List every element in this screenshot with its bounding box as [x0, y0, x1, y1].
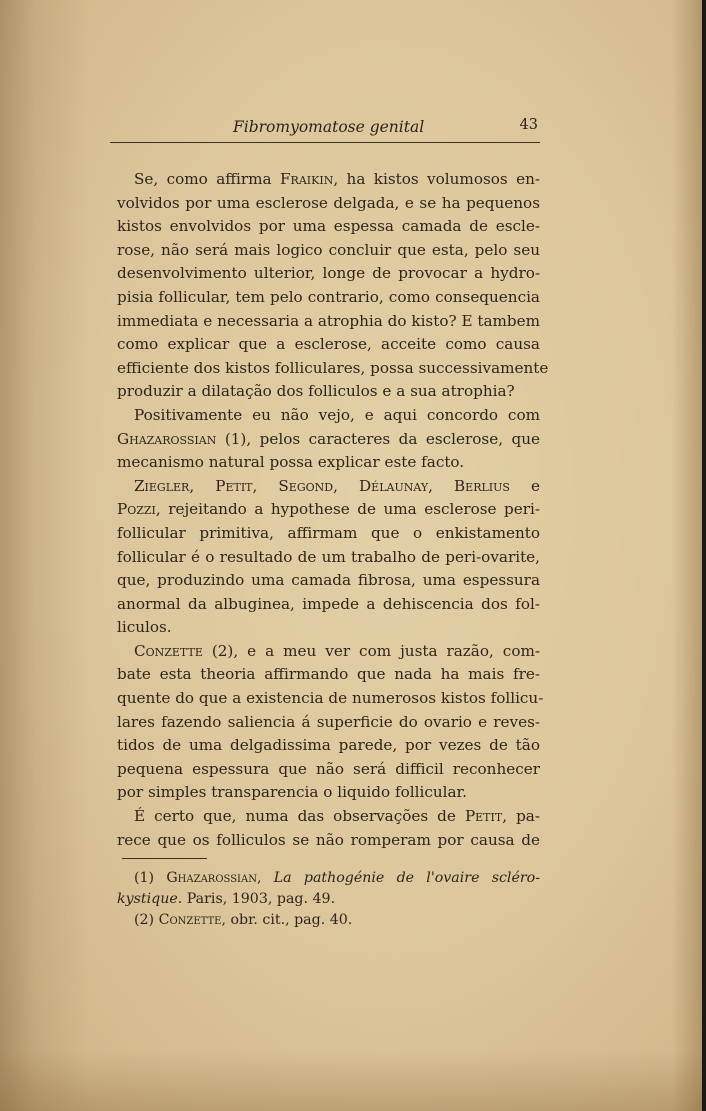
text-run: bate esta theoria affirmando que nada ha mais fre-: [117, 665, 540, 684]
text-run: anormal da albuginea, impede a dehiscencia dos fol-: [117, 594, 540, 613]
page-number: 43: [519, 117, 538, 133]
text-run: (2): [134, 912, 159, 928]
text-line: [117, 215, 540, 239]
footnote-line: [117, 910, 540, 931]
text-run: lares fazendo saliencia á superficie do ovario e reves-: [117, 712, 540, 731]
text-run: immediata e necessaria a atrophia do kisto? E tambem: [117, 311, 541, 330]
text-line: [117, 428, 540, 452]
text-line: [117, 616, 540, 640]
text-run: follicular primitiva, affirmam que o enkistamento: [117, 523, 540, 542]
text-run: e: [509, 476, 540, 495]
text-line: [117, 310, 540, 334]
text-line: [117, 404, 540, 428]
text-line: [117, 522, 540, 546]
text-run: ,: [252, 476, 279, 495]
text-run: . Paris, 1903, pag. 49.: [177, 891, 336, 907]
footnote-line: [117, 889, 540, 910]
author-name: Petit: [464, 807, 503, 826]
author-name: Ziegler: [134, 476, 190, 495]
text-run: , pa-: [502, 807, 540, 826]
page-edge-shadow: [672, 0, 702, 1111]
text-run: volvidos por uma esclerose delgada, e se ha pequenos: [117, 193, 540, 212]
text-run: que, produzindo uma camada fibrosa, uma espessura: [117, 571, 540, 590]
page-gutter-shadow: [0, 0, 90, 1111]
text-run: produzir a dilatação dos folliculos e a sua atrophia?: [117, 382, 515, 401]
running-title: Fibromyomatose genital: [233, 118, 425, 136]
text-line: [117, 593, 540, 617]
page-bottom-shadow: [0, 1051, 702, 1111]
text-line: [117, 239, 540, 263]
footnote-line: [117, 868, 540, 889]
text-run: ,: [256, 870, 274, 886]
text-run: por simples transparencia o liquido follicular.: [117, 783, 467, 802]
italic-title: kystique: [117, 891, 178, 907]
text-run: pisia follicular, tem pelo contrario, como consequencia: [117, 287, 540, 306]
text-run: ,: [333, 476, 359, 495]
footnotes: [117, 868, 540, 931]
text-run: , rejeitando a hypothese de uma esclerose peri-: [155, 500, 540, 519]
text-run: Se, como affirma: [134, 170, 281, 188]
text-line: [117, 498, 540, 522]
text-run: pequena espessura que não será difficil reconhecer: [117, 759, 540, 778]
text-line: [117, 663, 540, 687]
author-name: Segond: [278, 476, 334, 495]
text-line: [117, 546, 540, 570]
text-run: É certo que, numa das observações de: [134, 807, 465, 826]
author-name: Ghazarossian: [166, 870, 257, 886]
text-run: rece que os folliculos se não romperam por causa de: [117, 830, 540, 849]
text-line: [117, 262, 540, 286]
text-line: [117, 640, 540, 664]
text-run: desenvolvimento ulterior, longe de provocar a hydro-: [117, 264, 540, 283]
text-run: liculos.: [117, 618, 172, 637]
text-run: (1): [134, 870, 167, 886]
text-line: [117, 333, 540, 357]
text-run: follicular é o resultado de um trabalho de peri-ovarite,: [117, 547, 540, 566]
text-run: tidos de uma delgadissima parede, por vezes de tão: [117, 736, 540, 755]
text-line: [117, 451, 540, 475]
text-run: , ha kistos volumosos en-: [333, 170, 540, 188]
author-name: Petit: [215, 476, 253, 495]
author-name: Berlius: [454, 476, 510, 495]
author-name: Pozzi: [117, 500, 156, 519]
author-name: Ghazarossian: [117, 429, 217, 448]
text-run: ,: [428, 476, 454, 495]
text-run: (1), pelos caracteres da esclerose, que: [216, 429, 540, 448]
text-line: [117, 805, 540, 829]
text-line: [117, 734, 540, 758]
text-line: [117, 192, 540, 216]
text-line: [117, 687, 544, 711]
text-run: , obr. cit., pag. 40.: [221, 912, 353, 928]
text-line: [117, 758, 540, 782]
running-header: [110, 112, 540, 143]
text-run: como explicar que a esclerose, acceite como causa: [117, 335, 540, 354]
text-run: mecanismo natural possa explicar este facto.: [117, 453, 465, 472]
text-line: [117, 569, 540, 593]
text-line: [117, 829, 540, 853]
text-run: (2), e a meu ver com justa razão, com-: [202, 641, 540, 660]
text-run: efficiente dos kistos folliculares, possa successivamente: [117, 358, 549, 377]
footnote-rule: [122, 858, 207, 859]
italic-title: La pathogénie de l'ovaire scléro-: [273, 870, 540, 886]
text-line: [117, 475, 540, 499]
body-text: [117, 168, 549, 852]
text-line: [117, 380, 540, 404]
text-run: kistos envolvidos por uma espessa camada de escle-: [117, 217, 540, 236]
author-name: Délaunay: [358, 476, 429, 495]
text-line: [117, 781, 540, 805]
author-name: Conzette: [134, 641, 203, 660]
text-line: [117, 286, 540, 310]
text-line: [117, 168, 540, 192]
text-run: Positivamente eu não vejo, e aqui concordo com: [134, 405, 540, 424]
text-run: ,: [189, 476, 216, 495]
text-line: [117, 357, 549, 381]
text-run: rose, não será mais logico concluir que esta, pelo seu: [117, 240, 540, 259]
text-line: [117, 711, 540, 735]
author-name: Conzette: [158, 912, 222, 928]
text-run: quente do que a existencia de numerosos kistos follicu-: [117, 689, 544, 708]
author-name: Fraikin: [280, 170, 334, 188]
